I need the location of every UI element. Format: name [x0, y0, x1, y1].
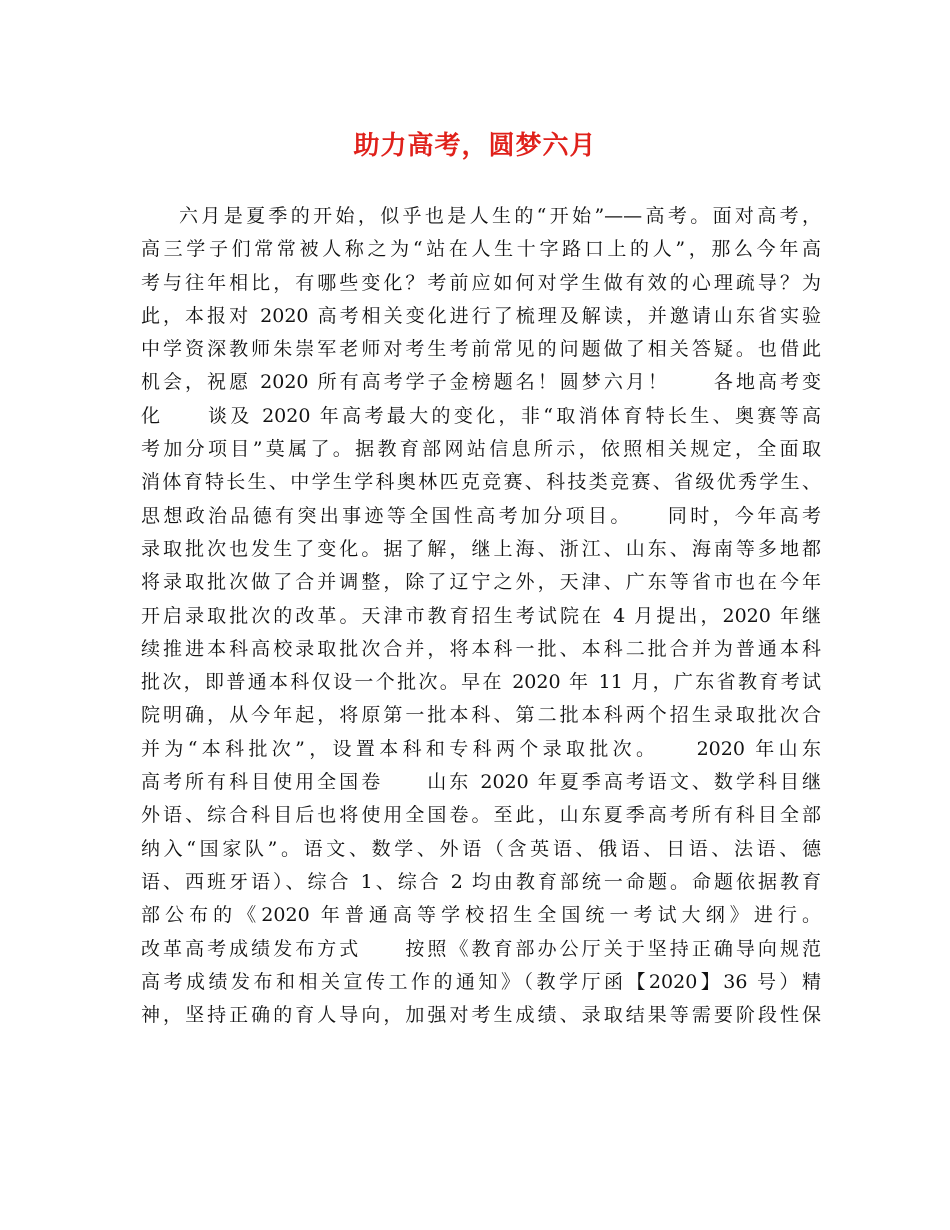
body-line: 机会，祝愿 2020 所有高考学子金榜题名！圆梦六月！ 各地高考变	[141, 371, 821, 394]
body-line: 语、西班牙语）、综合 1、综合 2 均由教育部统一命题。命题依据教育	[141, 870, 821, 893]
body-line: 并为“本科批次”，设置本科和专科两个录取批次。 2020 年山东	[141, 737, 821, 760]
document-body	[141, 200, 821, 1032]
body-line: 神，坚持正确的育人导向，加强对考生成绩、录取结果等需要阶段性保	[141, 1004, 821, 1027]
body-line: 开启录取批次的改革。天津市教育招生考试院在 4 月提出，2020 年继	[141, 604, 821, 627]
body-line: 纳入“国家队”。语文、数学、外语（含英语、俄语、日语、法语、德	[141, 837, 821, 860]
body-line: 院明确，从今年起，将原第一批本科、第二批本科两个招生录取批次合	[141, 704, 821, 727]
body-line: 消体育特长生、中学生学科奥林匹克竞赛、科技类竞赛、省级优秀学生、	[141, 471, 821, 494]
body-line: 中学资深教师朱崇军老师对考生考前常见的问题做了相关答疑。也借此	[141, 338, 821, 361]
body-line: 改革高考成绩发布方式 按照《教育部办公厅关于坚持正确导向规范	[141, 937, 821, 960]
document-title: 助力高考，圆梦六月	[353, 131, 597, 161]
body-line: 部公布的《2020 年普通高等学校招生全国统一考试大纲》进行。	[141, 904, 821, 927]
body-line: 考与往年相比，有哪些变化？考前应如何对学生做有效的心理疏导？为	[141, 271, 821, 294]
body-line: 批次，即普通本科仅设一个批次。早在 2020 年 11 月，广东省教育考试	[141, 671, 821, 694]
body-line: 此，本报对 2020 高考相关变化进行了梳理及解读，并邀请山东省实验	[141, 304, 821, 327]
body-line: 将录取批次做了合并调整，除了辽宁之外，天津、广东等省市也在今年	[141, 571, 821, 594]
body-line: 高考所有科目使用全国卷 山东 2020 年夏季高考语文、数学科目继	[141, 771, 821, 794]
body-line: 化 谈及 2020 年高考最大的变化，非“取消体育特长生、奥赛等高	[141, 404, 821, 427]
body-line: 高考成绩发布和相关宣传工作的通知》（教学厅函【2020】36 号）精	[141, 970, 821, 993]
body-line: 思想政治品德有突出事迹等全国性高考加分项目。 同时，今年高考	[141, 504, 821, 527]
body-line: 考加分项目”莫属了。据教育部网站信息所示，依照相关规定，全面取	[141, 438, 821, 461]
body-line: 续推进本科高校录取批次合并，将本科一批、本科二批合并为普通本科	[141, 637, 821, 660]
body-line: 高三学子们常常被人称之为“站在人生十字路口上的人”，那么今年高	[141, 238, 821, 261]
body-line: 录取批次也发生了变化。据了解，继上海、浙江、山东、海南等多地都	[141, 537, 821, 560]
body-line: 外语、综合科目后也将使用全国卷。至此，山东夏季高考所有科目全部	[141, 804, 821, 827]
body-line: 六月是夏季的开始，似乎也是人生的“开始”——高考。面对高考，	[179, 205, 821, 227]
